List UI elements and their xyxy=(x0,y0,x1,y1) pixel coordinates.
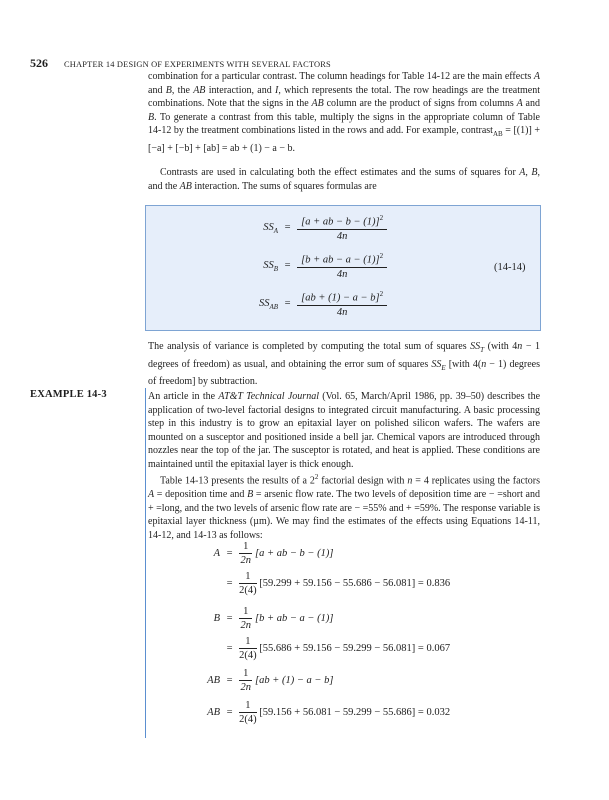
fraction-denominator: 2n xyxy=(240,620,252,631)
ss-symbol: SS xyxy=(263,222,274,234)
fraction-denominator: 2(4) xyxy=(239,714,257,725)
equals-sign: = xyxy=(226,674,233,686)
sum-of-squares-box xyxy=(145,205,541,331)
text: , which represents the total. The row headings are the treatment combinations. Note that the signs in the xyxy=(148,84,540,110)
subscript-e: E xyxy=(441,363,446,372)
fraction-numerator: 1 xyxy=(239,571,257,584)
ss-b-fraction xyxy=(297,252,387,280)
estimate-rhs: [b + ab − a − (1)] xyxy=(255,612,334,624)
text: Table 14-13 presents the results of a 2 xyxy=(160,475,315,487)
ss-ab-equation xyxy=(228,290,387,318)
symbol-n: n xyxy=(517,341,523,352)
estimate-a-value xyxy=(170,571,450,596)
symbol-b: B xyxy=(247,488,254,500)
estimate-b-value xyxy=(170,636,450,661)
contrast-subscript: AB xyxy=(492,130,503,139)
estimate-rhs: [59.299 + 59.156 − 55.686 − 56.081] = 0.836 xyxy=(259,577,451,589)
estimate-lhs: B xyxy=(213,612,220,624)
estimate-b-formula xyxy=(170,606,333,631)
estimate-lhs: A xyxy=(213,547,220,559)
estimate-ab-formula xyxy=(170,668,333,693)
symbol-ab: AB xyxy=(311,98,324,110)
ss-subscript: B xyxy=(273,265,278,274)
fraction-numerator: 1 xyxy=(239,606,252,619)
estimate-ab-value xyxy=(170,700,450,725)
page-number: 526 xyxy=(30,56,48,70)
fraction-denominator: 2n xyxy=(240,682,252,693)
text: , and the xyxy=(148,167,540,192)
text: = arsenic flow rate. The two levels of deposition time are − =short and + =long, and the two levels of arsenic flow rate are − =55% and + =59%. The response variable is epitaxial layer thickness (µm). We may find the estimates of the effects using Equations 14-11, 14-12, and 14-13 as follows: xyxy=(148,488,540,541)
ss-subscript: A xyxy=(273,227,278,236)
estimate-rhs: [55.686 + 59.156 − 59.299 − 56.081] = 0.067 xyxy=(259,642,451,654)
journal-name: AT&T Technical Journal xyxy=(218,391,319,402)
text: interaction, and xyxy=(205,84,276,96)
text: . To generate a contrast from this table, multiply the signs in the appropriate column of Table 14-12 by the treatment combinations listed in the rows and add. For example, contrast xyxy=(148,111,540,137)
symbol-ab: AB xyxy=(179,180,192,192)
estimate-lhs: AB xyxy=(207,706,220,718)
text: factorial design with xyxy=(318,475,408,487)
estimate-lhs: AB xyxy=(207,674,220,686)
ss-ab-denominator: 4n xyxy=(336,306,348,318)
text: , the xyxy=(171,84,194,96)
symbol-ab: AB xyxy=(193,84,206,96)
ss-a-denominator: 4n xyxy=(336,230,348,242)
equals-sign: = xyxy=(226,642,233,654)
paragraph-anova xyxy=(148,340,540,389)
symbol-b: B xyxy=(148,111,155,123)
text: interaction. The sums of squares formulas are xyxy=(191,180,377,192)
chapter-title: CHAPTER 14 DESIGN OF EXPERIMENTS WITH SEVERAL FACTORS xyxy=(64,60,331,69)
symbol-i: I xyxy=(275,84,279,96)
symbol-b: B xyxy=(165,84,172,96)
paragraph-contrast-intro xyxy=(148,70,540,156)
text: and xyxy=(522,98,540,110)
text: [with 4( xyxy=(445,358,482,370)
equals-sign: = xyxy=(284,298,291,310)
symbol-a: A xyxy=(148,488,155,500)
text: and xyxy=(148,84,166,96)
ss-b-equation xyxy=(228,252,387,280)
ss-ab-numerator: [ab + (1) − a − b] xyxy=(301,292,380,304)
equals-sign: = xyxy=(226,547,233,559)
text: − 1 degrees of freedom) as usual, and obtaining the error sum of squares xyxy=(148,341,541,370)
fraction-numerator: 1 xyxy=(239,541,252,554)
superscript: 2 xyxy=(314,473,319,481)
text: (with 4 xyxy=(484,341,518,352)
fraction-denominator: 2n xyxy=(240,555,252,566)
fraction-numerator: 1 xyxy=(239,700,257,713)
text: An article in the xyxy=(148,391,219,402)
fraction-numerator: 1 xyxy=(239,636,257,649)
text: column are the product of signs from columns xyxy=(323,98,517,110)
text: = 4 replicates using the factors xyxy=(412,475,540,487)
ss-ab-fraction xyxy=(297,290,387,318)
text: (Vol. 65, March/April 1986, pp. 39–50) describes the application of two-level factorial designs to integrated circuit manufacturing. A basic processing step in this industry is to grow an epitaxial layer on polished silicon wafers. The wafers are mounted on a susceptor and positioned inside a bell jar. Chemical vapors are introduced through nozzles near the top of the jar. The susceptor is rotated, and heat is applied. These conditions are maintained until the epitaxial layer is thick enough. xyxy=(148,391,541,470)
symbol-b: B xyxy=(531,167,538,178)
ss-b-denominator: 4n xyxy=(336,268,348,280)
example-paragraph-1 xyxy=(148,390,540,472)
fraction-denominator: 2(4) xyxy=(239,650,257,661)
example-label: EXAMPLE 14-3 xyxy=(30,389,107,400)
symbol-a: A xyxy=(533,71,540,82)
text: combination for a particular contrast. The column headings for Table 14-12 are the main effects xyxy=(148,71,534,82)
estimate-rhs: [ab + (1) − a − b] xyxy=(255,674,334,686)
text: The analysis of variance is completed by computing the total sum of squares xyxy=(148,341,471,352)
equals-sign: = xyxy=(226,706,233,718)
example-rule xyxy=(145,388,146,738)
estimate-rhs: [59.156 + 56.081 − 59.299 − 55.686] = 0.032 xyxy=(259,706,451,718)
contrast-expression: = [(1)] + [−a] + [−b] + [ab] = ab + (1) − a − b. xyxy=(148,125,540,154)
equals-sign: = xyxy=(226,612,233,624)
ss-b-numerator: [b + ab − a − (1)] xyxy=(301,254,380,266)
paragraph-contrasts-used xyxy=(148,166,540,193)
symbol-a: A xyxy=(519,167,526,178)
symbol-ss: SS xyxy=(470,341,481,352)
text: , xyxy=(525,167,532,178)
equals-sign: = xyxy=(284,260,291,272)
ss-a-numerator: [a + ab − b − (1)] xyxy=(301,216,380,228)
estimate-rhs: [a + ab − b − (1)] xyxy=(255,547,334,559)
text: − 1) degrees of freedom] by subtraction. xyxy=(148,358,540,388)
exponent: 2 xyxy=(379,252,384,260)
text: = deposition time and xyxy=(154,488,248,500)
exponent: 2 xyxy=(379,290,384,298)
equals-sign: = xyxy=(226,577,233,589)
fraction-denominator: 2(4) xyxy=(239,585,257,596)
ss-a-fraction xyxy=(297,214,387,242)
ss-symbol: SS xyxy=(258,298,270,310)
example-paragraph-2 xyxy=(148,471,540,542)
ss-a-equation xyxy=(228,214,387,242)
ss-subscript: AB xyxy=(269,303,278,312)
symbol-a: A xyxy=(516,98,523,110)
exponent: 2 xyxy=(379,214,384,222)
ss-symbol: SS xyxy=(263,260,274,272)
estimate-a-formula xyxy=(170,541,333,566)
fraction-numerator: 1 xyxy=(239,668,252,681)
symbol-n: n xyxy=(407,475,413,487)
symbol-n: n xyxy=(481,358,487,370)
equals-sign: = xyxy=(284,222,291,234)
symbol-ss: SS xyxy=(431,358,442,370)
equation-number: (14-14) xyxy=(494,262,526,273)
subscript-t: T xyxy=(480,346,485,354)
text: Contrasts are used in calculating both the effect estimates and the sums of squares for xyxy=(160,167,520,178)
